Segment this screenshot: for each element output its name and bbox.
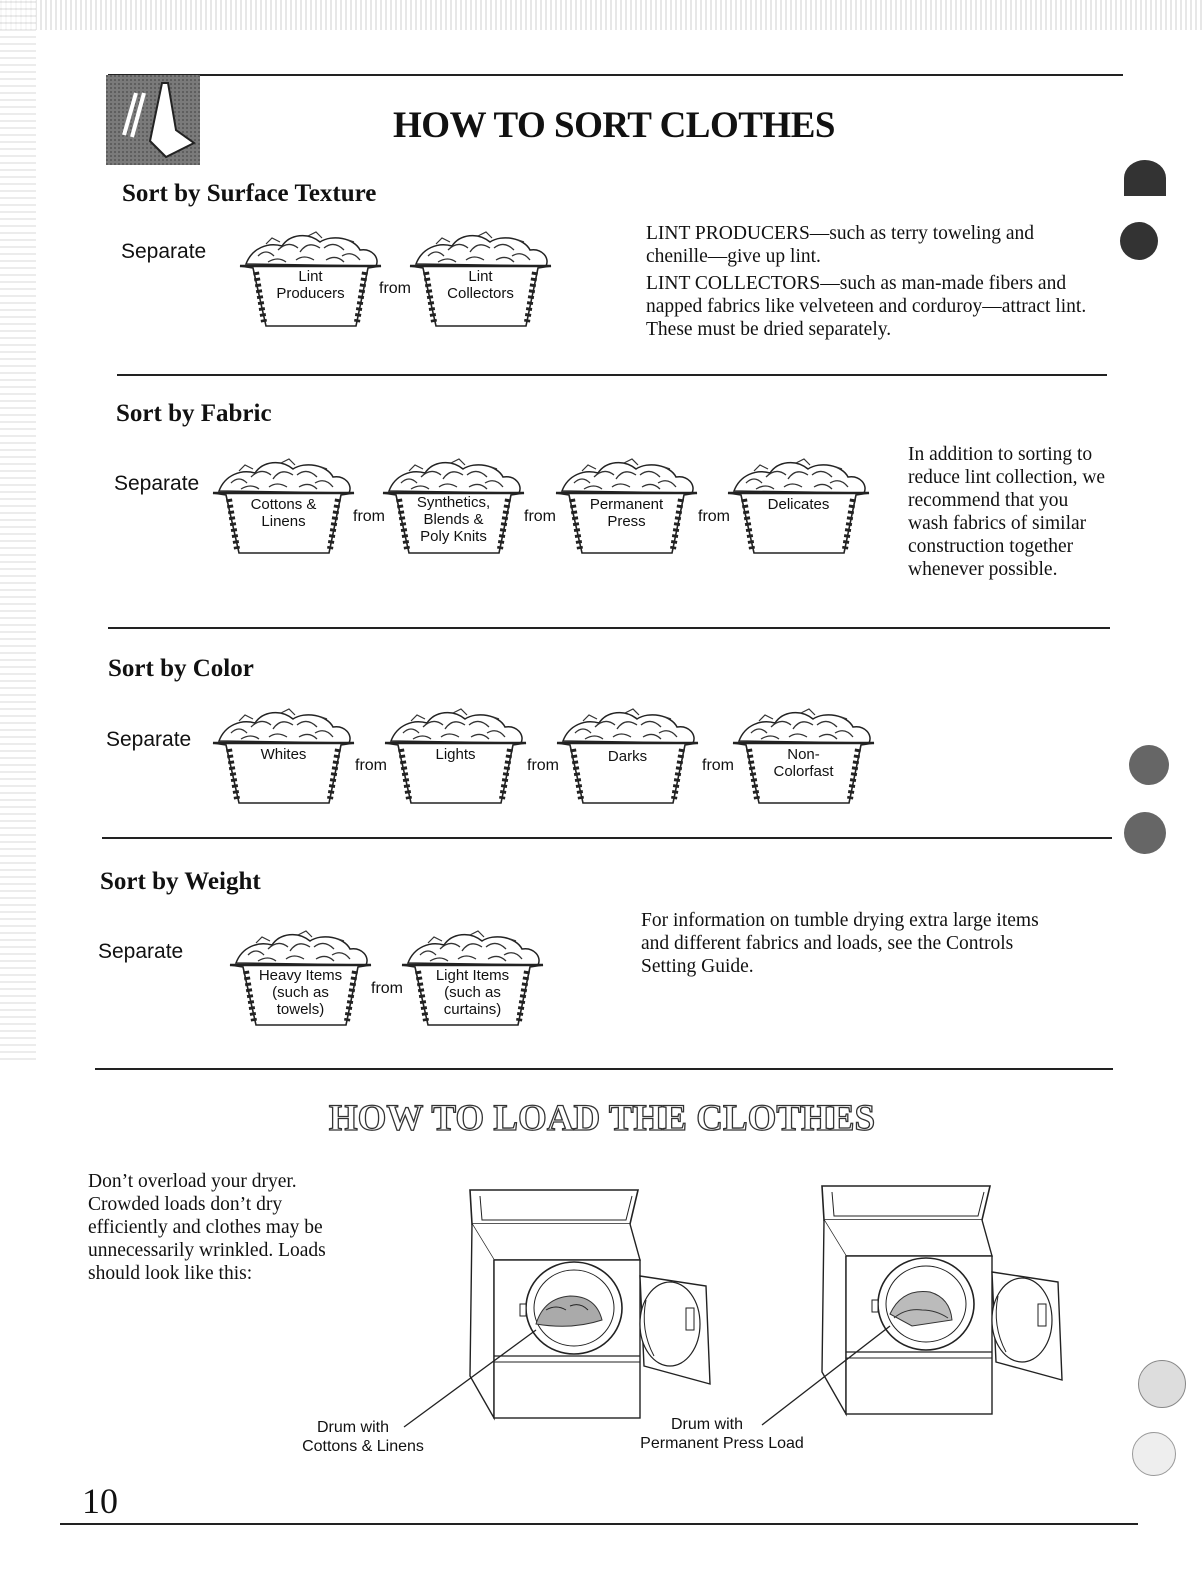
basket-label: Synthetics, Blends & Poly Knits xyxy=(416,494,491,545)
fabric-note: In addition to sorting to reduce lint collection, we recommend that you wash fabrics of similar construction together whenever possible. xyxy=(908,444,1106,580)
from-label: from xyxy=(353,508,385,525)
basket-label: Lint Producers xyxy=(276,268,345,302)
from-label: from xyxy=(527,757,559,774)
from-label: from xyxy=(371,980,403,997)
lint-collectors-note: LINT COLLECTORS—such as man-made fibers and napped fabrics like velveteen and corduroy—attract lint. These must be dried separately. xyxy=(646,273,1087,340)
color-heading: Sort by Color xyxy=(108,655,254,682)
basket-label: Non- Colorfast xyxy=(773,746,834,780)
load-title: HOW TO LOAD THE CLOTHES xyxy=(328,1098,876,1139)
basket-label: Darks xyxy=(607,748,648,765)
load-text: Don’t overload your dryer. Crowded loads don’t dry efficiently and clothes may be unnecessarily wrinkled. Loads should look like this: xyxy=(88,1171,326,1284)
basket-label: Cottons & Linens xyxy=(250,496,317,530)
surface-heading: Sort by Surface Texture xyxy=(122,180,377,207)
footer-rule xyxy=(60,1523,1138,1525)
weight-note: For information on tumble drying extra large items and different fabrics and loads, see the Controls Setting Guide. xyxy=(641,910,1039,977)
from-label: from xyxy=(355,757,387,774)
separate-label: Separate xyxy=(121,240,207,263)
basket-label: Heavy Items (such as towels) xyxy=(258,967,343,1018)
page-number: 10 xyxy=(82,1481,118,1521)
basket-label: Lint Collectors xyxy=(447,268,514,302)
fabric-heading: Sort by Fabric xyxy=(116,400,272,427)
basket-label: Light Items (such as curtains) xyxy=(435,967,510,1018)
drum-caption-cottons: Drum with Cottons & Linens xyxy=(302,1419,424,1455)
from-label: from xyxy=(698,508,730,525)
basket-label: Permanent Press xyxy=(589,496,664,530)
from-label: from xyxy=(379,280,411,297)
from-label: from xyxy=(702,757,734,774)
separate-label: Separate xyxy=(98,940,184,963)
drum-caption-permanent-press: Drum with Permanent Press Load xyxy=(640,1416,804,1452)
separate-label: Separate xyxy=(106,728,192,751)
basket-label: Lights xyxy=(435,746,476,763)
lint-producers-note: LINT PRODUCERS—such as terry toweling and chenille—give up lint. xyxy=(646,223,1034,267)
separate-label: Separate xyxy=(114,472,200,495)
from-label: from xyxy=(524,508,556,525)
basket-label: Whites xyxy=(260,746,307,763)
sort-title: HOW TO SORT CLOTHES xyxy=(393,105,835,146)
weight-heading: Sort by Weight xyxy=(100,868,261,895)
basket-label: Delicates xyxy=(767,496,830,513)
